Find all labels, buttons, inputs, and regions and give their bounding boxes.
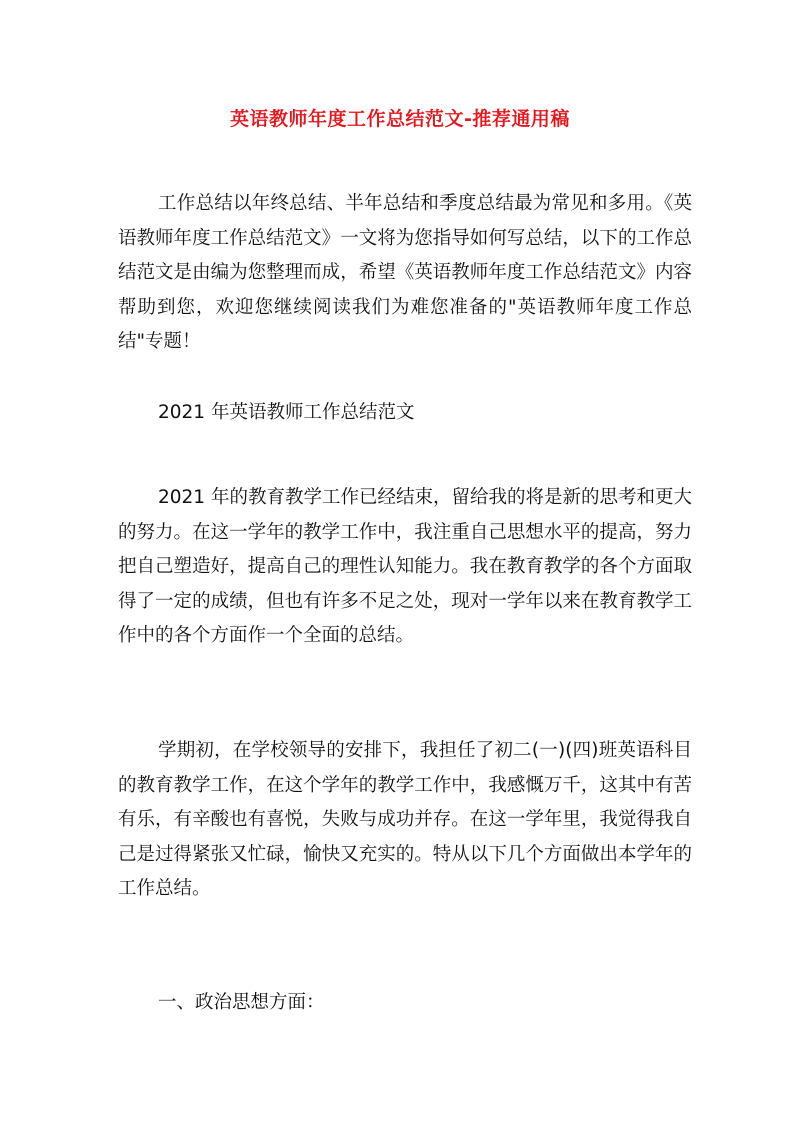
section-heading-political-thought: 一、政治思想方面： bbox=[158, 992, 325, 1013]
document-title: 英语教师年度工作总结范文-推荐通用稿 bbox=[230, 108, 570, 130]
intro-paragraph: 工作总结以年终总结、半年总结和季度总结最为常见和多用。《英语教师年度工作总结范文》一文将为您指导如何写总结，以下的工作总结范文是由编为您整理而成，希望《英语教师年度工作总结范文》内容帮助到您，欢迎您继续阅读我们为难您准备的"英语教师年度工作总结"专题！ bbox=[118, 193, 692, 353]
article-subheading: 2021 年英语教师工作总结范文 bbox=[158, 402, 415, 423]
body-paragraph-1: 2021 年的教育教学工作已经结束，留给我的将是新的思考和更大的努力。在这一学年的教学工作中，我注重自己思想水平的提高，努力把自己塑造好，提高自己的理性认知能力。我在教育教学的各个方面取得了一定的成绩，但也有许多不足之处，现对一学年以来在教育教学工作中的各个方面作一个全面的总结。 bbox=[118, 487, 692, 647]
body-paragraph-2: 学期初，在学校领导的安排下，我担任了初二(一)(四)班英语科目的教育教学工作，在这个学年的教学工作中，我感慨万千，这其中有苦有乐，有辛酸也有喜悦，失败与成功并存。在这一学年里，我觉得我自己是过得紧张又忙碌，愉快又充实的。特从以下几个方面做出本学年的工作总结。 bbox=[118, 740, 692, 900]
